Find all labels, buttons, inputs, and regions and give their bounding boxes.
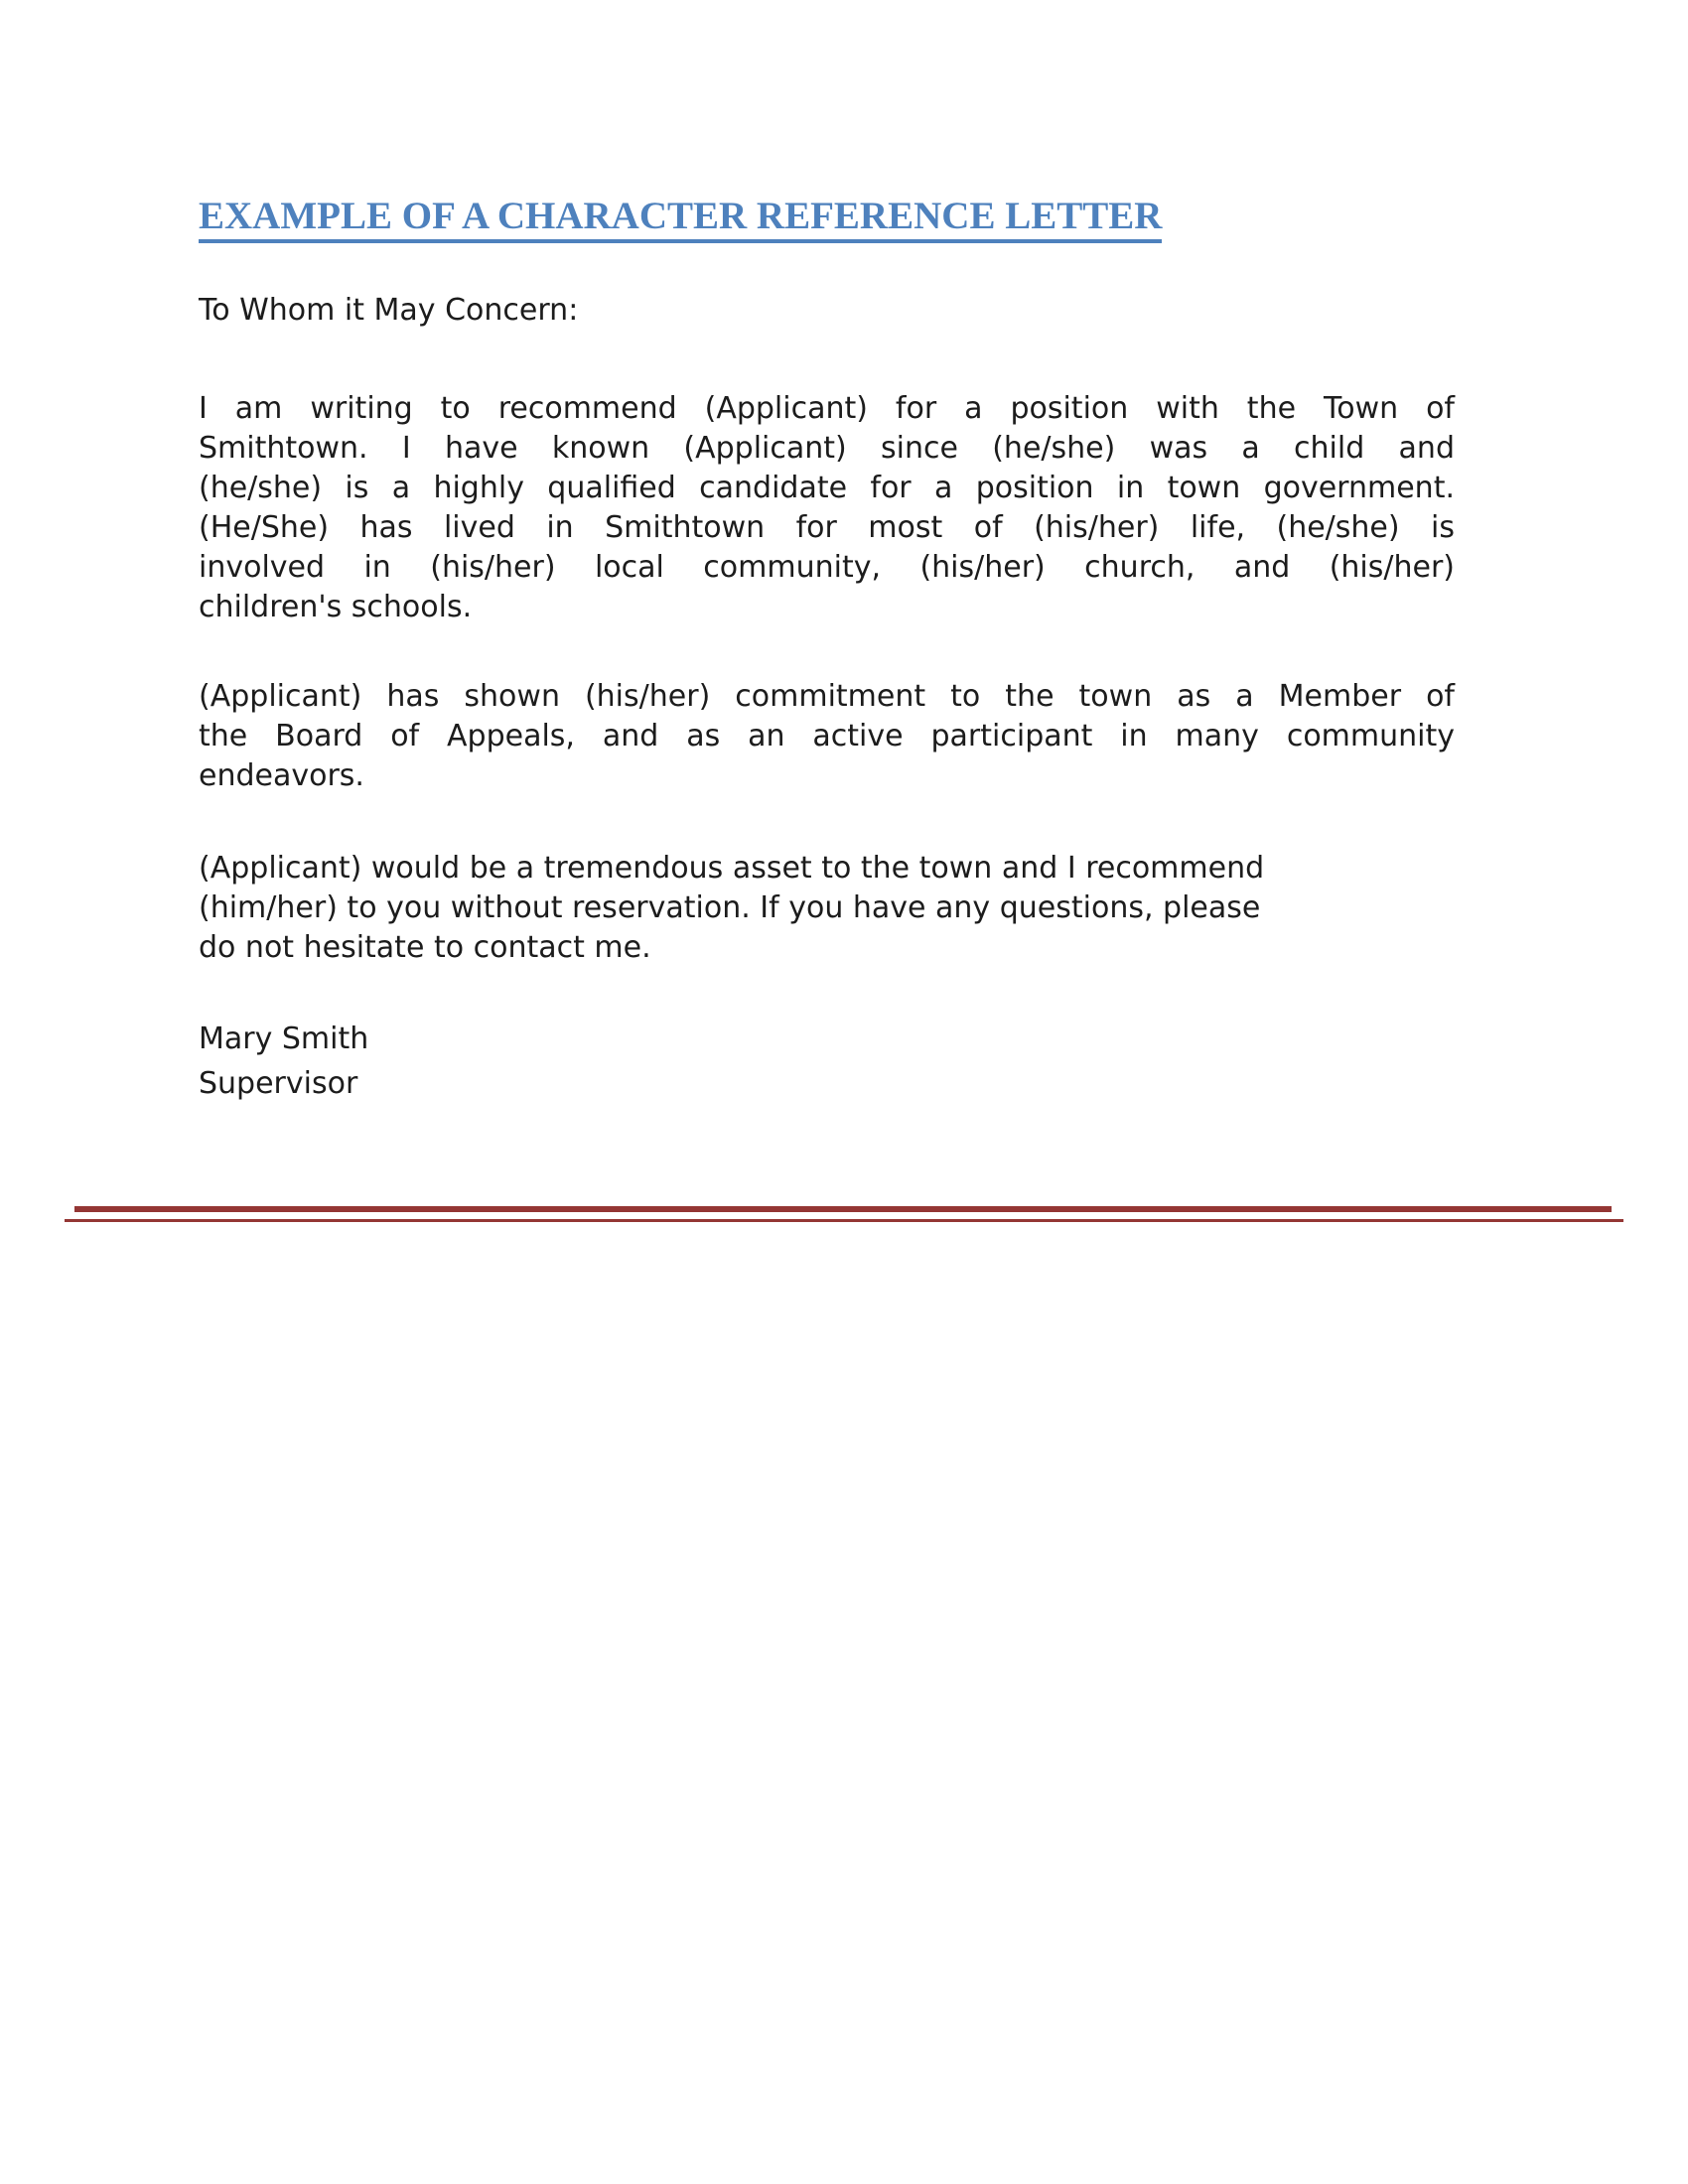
salutation: To Whom it May Concern: [199,293,579,328]
divider-top-line [74,1206,1612,1212]
document-title [199,195,1162,243]
paragraph-introduction [199,389,1455,627]
paragraph-line: (him/her) to you without reservation. If you have any questions, please [199,890,1261,925]
paragraph-commitment [199,677,1455,796]
document-title-text: EXAMPLE OF A CHARACTER REFERENCE LETTER [199,195,1162,243]
divider-bottom-line [65,1219,1623,1222]
paragraph-line: (he/she) is a highly qualified candidate for a position in town government. [199,471,1455,505]
paragraph-line: children's schools. [199,590,473,624]
signature-role: Supervisor [199,1066,358,1101]
paragraph-line: (He/She) has lived in Smithtown for most of (his/her) life, (he/she) is [199,510,1455,545]
paragraph-line: (Applicant) has shown (his/her) commitment to the town as a Member of [199,679,1455,714]
paragraph-line: (Applicant) would be a tremendous asset to the town and I recommend [199,851,1265,886]
paragraph-line: involved in (his/her) local community, (his/her) church, and (his/her) [199,550,1455,585]
paragraph-line: Smithtown. I have known (Applicant) since (he/she) was a child and [199,431,1455,466]
paragraph-recommendation [199,849,1455,968]
paragraph-line: endeavors. [199,758,364,793]
paragraph-line: I am writing to recommend (Applicant) for a position with the Town of [199,391,1455,426]
paragraph-line: the Board of Appeals, and as an active participant in many community [199,719,1455,753]
signature-block [199,1017,368,1106]
paragraph-line: do not hesitate to contact me. [199,930,651,965]
signature-name: Mary Smith [199,1022,369,1056]
